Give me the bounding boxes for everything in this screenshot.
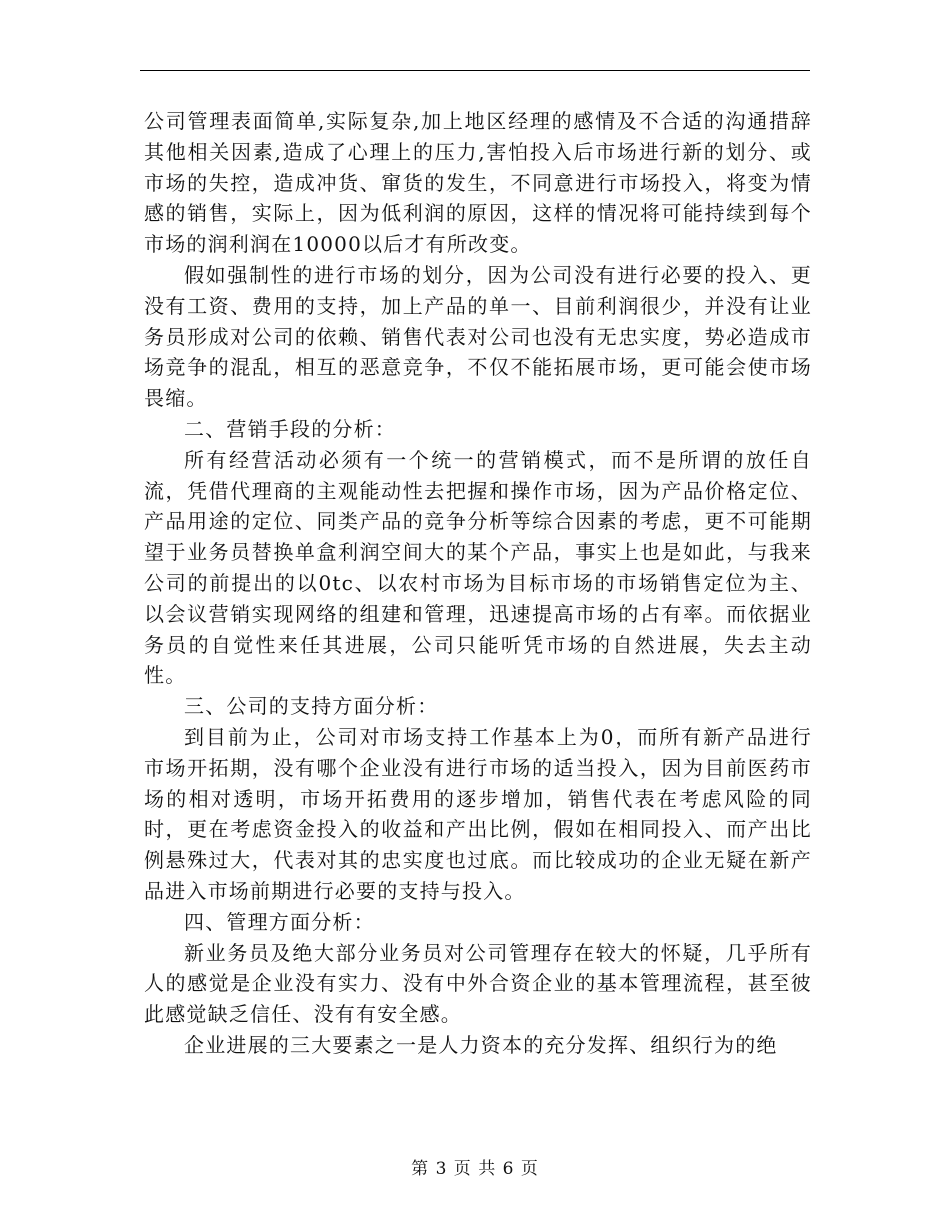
section-heading-support: 三、公司的支持方面分析： <box>184 694 439 719</box>
section-heading-management: 四、管理方面分析： <box>184 909 375 934</box>
paragraph-3: 所有经营活动必须有一个统一的营销模式，而不是所谓的放任自流，凭借代理商的主观能动性去把握和操作市场，因为产品价格定位、产品用途的定位、同类产品的竞争分析等综合因素的考虑，更不可能期望于业务员替换单盒利润空间大的某个产品，事实上也是如此，与我来公司的前提出的以0tc、以农村市场为目标市场的市场销售定位为主、以会议营销实现网络的组建和管理，迅速提高市场的占有率。而依据业务员的自觉性来任其进展，公司只能听凭市场的自然进展，失去主动性。 <box>144 447 812 688</box>
paragraph-2: 假如强制性的进行市场的划分，因为公司没有进行必要的投入、更没有工资、费用的支持，加上产品的单一、目前利润很少，并没有让业务员形成对公司的依赖、销售代表对公司也没有无忠实度，势必造成市场竞争的混乱，相互的恶意竞争，不仅不能拓展市场，更可能会使市场畏缩。 <box>144 262 812 411</box>
document-body <box>144 106 812 1061</box>
paragraph-4: 到目前为止，公司对市场支持工作基本上为0，而所有新产品进行市场开拓期，没有哪个企业没有进行市场的适当投入，因为目前医药市场的相对透明，市场开拓费用的逐步增加，销售代表在考虑风险的同时，更在考虑资金投入的收益和产出比例，假如在相同投入、而产出比例悬殊过大，代表对其的忠实度也过底。而比较成功的企业无疑在新产品进入市场前期进行必要的支持与投入。 <box>144 724 812 903</box>
paragraph-1: 公司管理表面简单,实际复杂,加上地区经理的感情及不合适的沟通措辞其他相关因素,造成了心理上的压力,害怕投入后市场进行新的划分、或市场的失控，造成冲货、窜货的发生，不同意进行市场投入，将变为情感的销售，实际上，因为低利润的原因，这样的情况将可能持续到每个市场的润利润在10000以后才有所改变。 <box>144 109 812 257</box>
paragraph-5: 新业务员及绝大部分业务员对公司管理存在较大的怀疑，几乎所有人的感觉是企业没有实力、没有中外合资企业的基本管理流程，甚至彼此感觉缺乏信任、没有有安全感。 <box>144 940 812 1027</box>
page-footer: 第 3 页 共 6 页 <box>411 1159 539 1179</box>
header-rule <box>140 70 810 71</box>
paragraph-6: 企业进展的三大要素之一是人力资本的充分发挥、组织行为的绝 <box>184 1032 778 1057</box>
section-heading-marketing: 二、营销手段的分析： <box>184 416 396 441</box>
